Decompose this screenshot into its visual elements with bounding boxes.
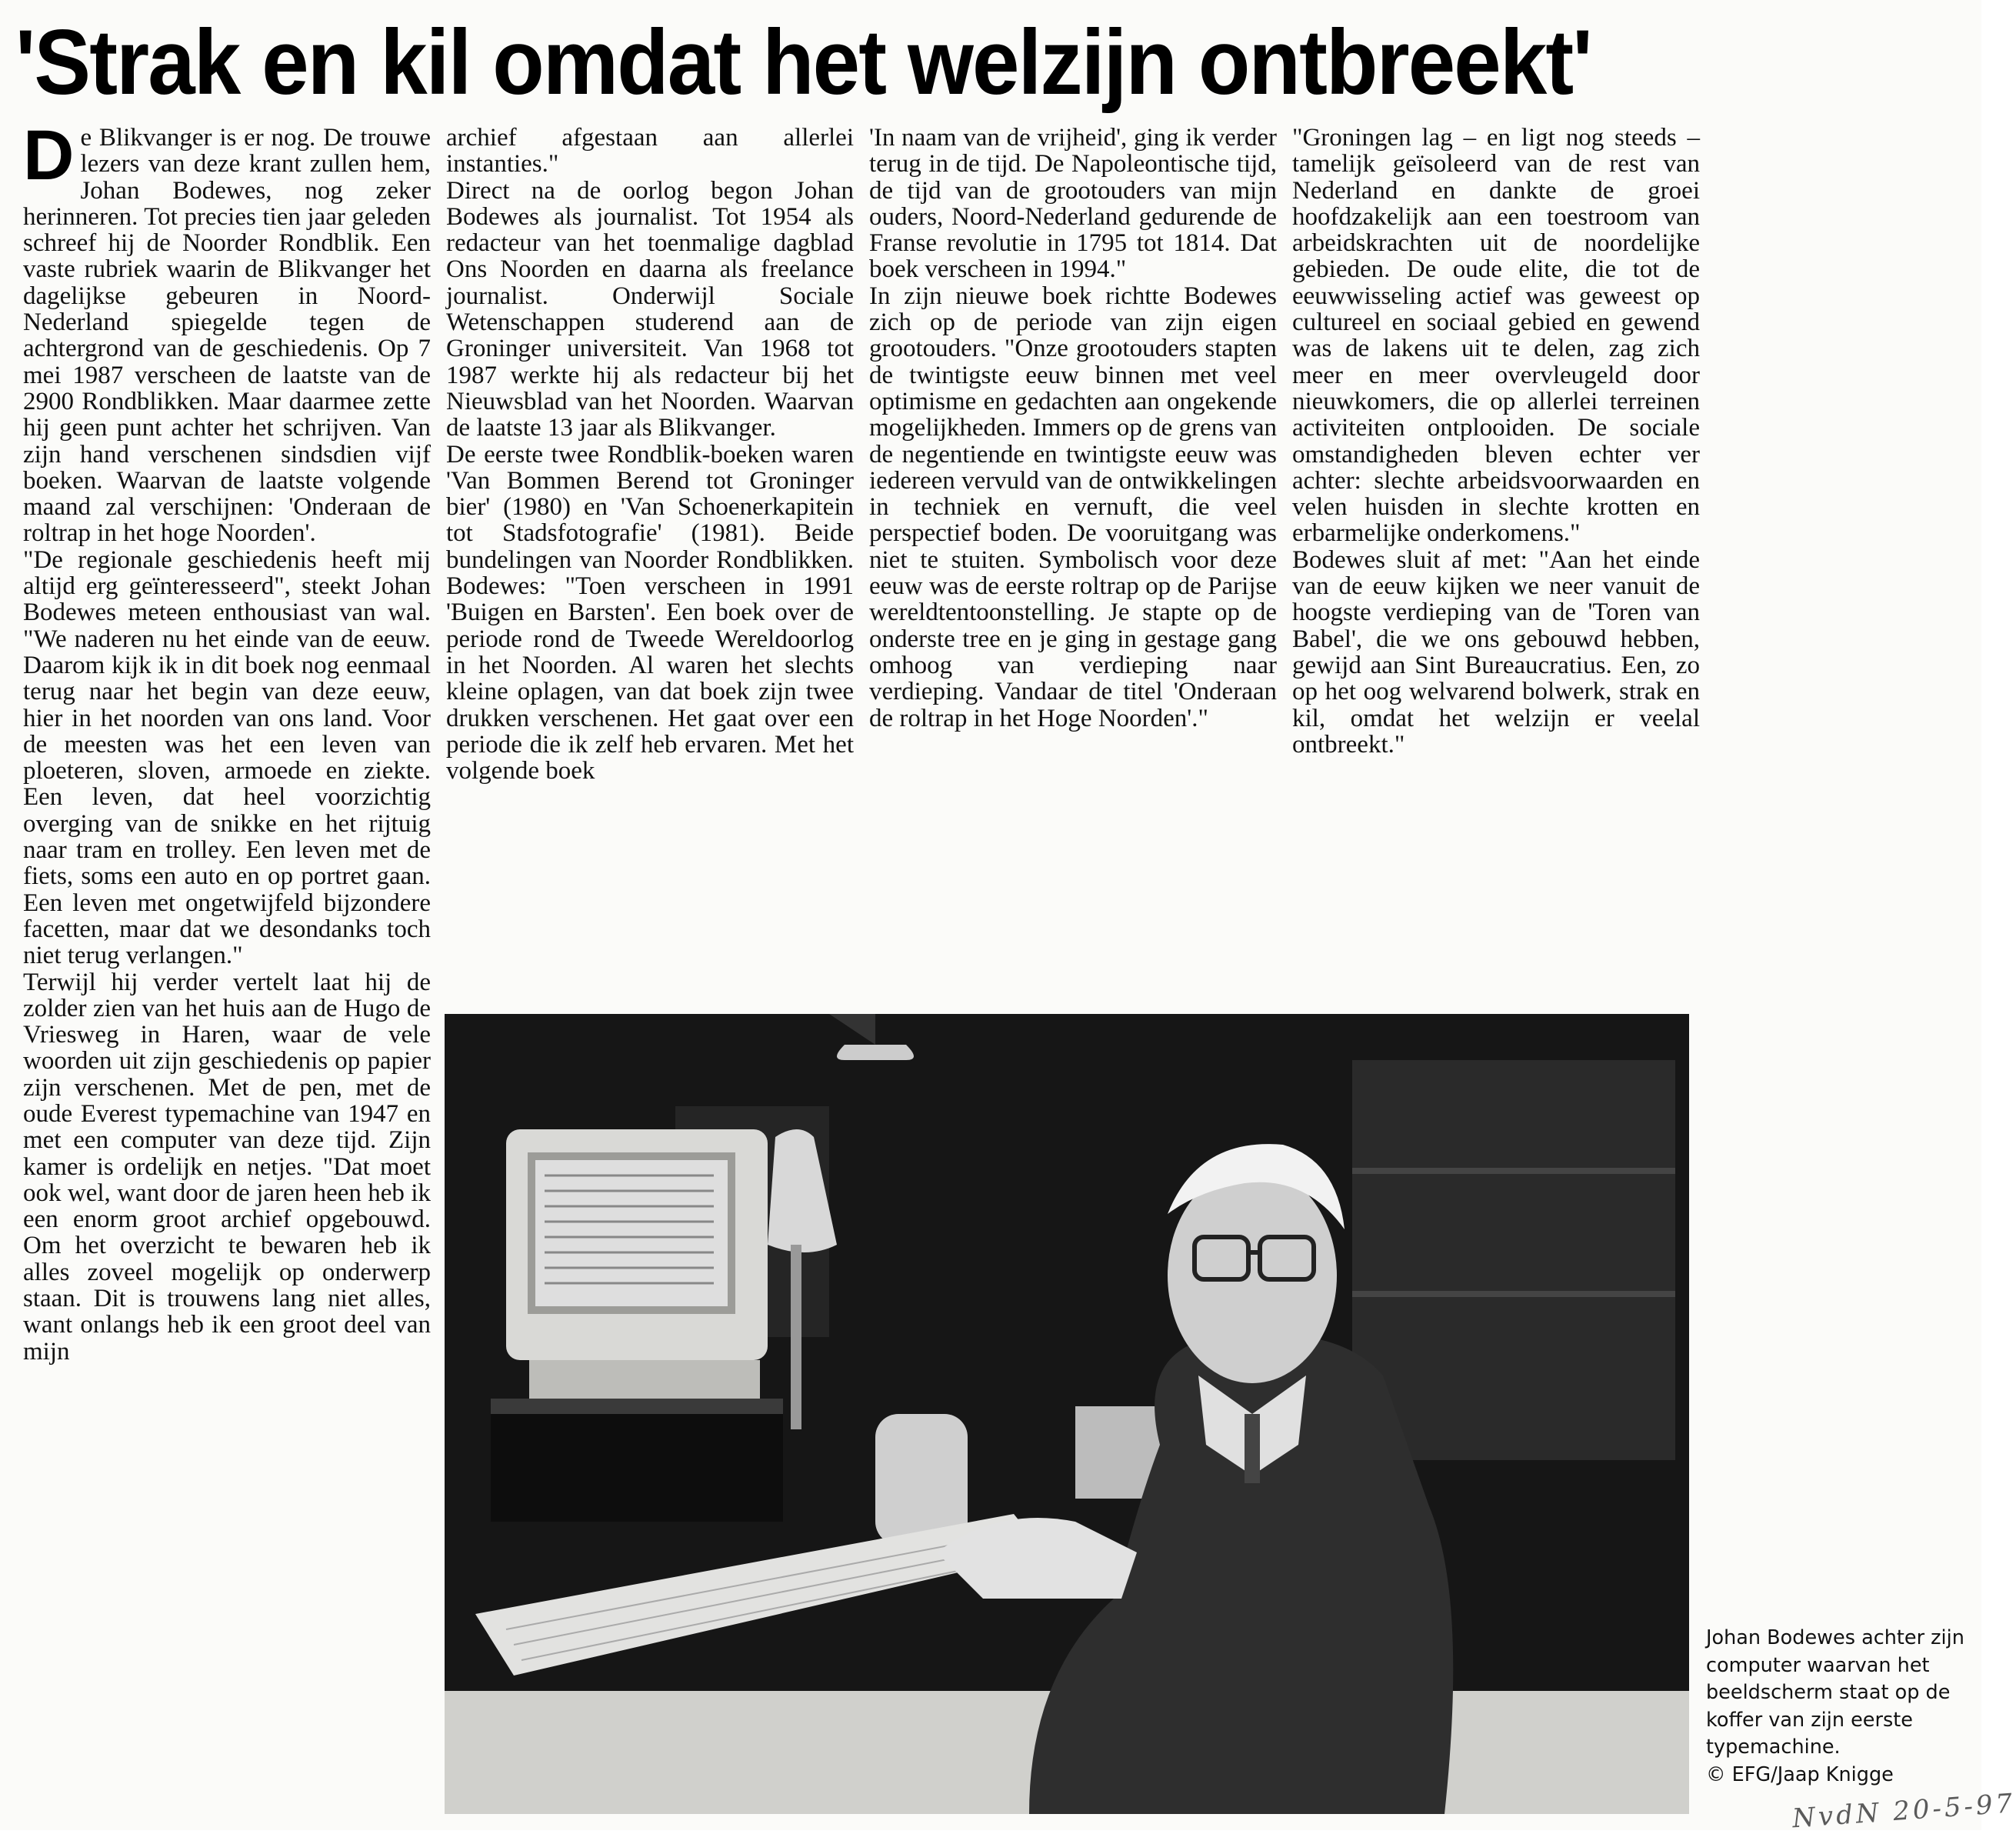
article-column-2 (446, 125, 854, 1017)
article-headline: 'Strak en kil omdat het welzijn ontbreekt' (15, 11, 1591, 114)
photo-caption (1706, 1625, 1968, 1789)
paragraph: Terwijl hij verder vertelt laat hij de zolder zien van het huis aan de Hugo de Vriesweg in Haren, waar de vele woorden uit zijn geschiedenis op papier zijn verschenen. Met de pen, met de oude Everest typemachine van 1947 en met een computer van deze tijd. Zijn kamer is ordelijk en netjes. "Dat moet ook wel, want door de jaren heen heb ik een enorm groot archief opgebouwd. Om het overzicht te bewaren heb ik alles zoveel mogelijk op onderwerp staan. Dit is trouwens lang niet alles, want onlangs heb ik een groot deel van mijn (23, 968, 431, 1365)
handwritten-date-note: NvdN 20-5-97 (1791, 1788, 2016, 1834)
caption-text: Johan Bodewes achter zijn computer waarvan het beeldscherm staat op de koffer van zijn eerste typemachine. (1706, 1626, 1964, 1759)
paragraph: "De regionale geschiedenis heeft mij altijd erg geïnteresseerd", steekt Johan Bodewes meteen enthousiast van wal. "We naderen nu het einde van de eeuw. Daarom kijk ik in dit boek nog eenmaal terug naar het begin van deze eeuw, hier in het noorden van ons land. Voor de meesten was het een leven van ploeteren, sloven, armoede en ziekte. Een leven, dat heel voorzichtig overging van de snikke en het rijtuig naar tram en trolley. Een leven met de fiets, soms een auto en op portret gaan. Een leven met ongetwijfeld bijzondere facetten, maar dat we desondanks toch niet terug verlangen." (23, 545, 431, 970)
paragraph: De Blikvanger is er nog. De trouwe lezers van deze krant zullen hem, Johan Bodewes, nog zeker herinneren. Tot precies tien jaar geleden schreef hij de Noorder Rondblik. Een vaste rubriek waarin de Blikvanger het dagelijkse gebeuren in Noord-Nederland spiegelde tegen de achtergrond van de geschiedenis. Op 7 mei 1987 verscheen de laatste van de 2900 Rondblikken. Maar daarmee zette hij geen punt achter het schrijven. Van zijn hand verschenen sindsdien vijf boeken. Waarvan de laatste volgende maand zal verschijnen: 'Onderaan de roltrap in het hoge Noorden'. (23, 116, 431, 548)
paragraph: De eerste twee Rondblik-boeken waren 'Van Bommen Berend tot Groninger bier' (1980) en 'Van Schoenerkapitein tot Stadsfotografie' (1981). Beide bundelingen van Noorder Rondblikken. Bodewes: "Toen verscheen in 1991 'Buigen en Barsten'. Een boek over de periode rond de Tweede Wereldoorlog in het Noorden. Al waren het slechts kleine oplagen, van dat boek zijn twee drukken verschenen. Het gaat over een periode die ik zelf heb ervaren. Met het volgende boek (446, 440, 854, 785)
photo-illustration (445, 1014, 1689, 1814)
paragraph: "Groningen lag – en ligt nog steeds – tamelijk geïsoleerd van de rest van Nederland en dankte de groei hoofdzakelijk aan een toestroom van arbeidskrachten uit de noordelijke gebieden. De oude elite, die tot de eeuwwisseling actief was geweest op cultureel en sociaal gebied en gewend was de lakens uit te delen, zag zich meer en meer overvleugeld door nieuwkomers, die op allerlei terreinen activiteiten ontplooiden. De sociale omstandigheden bleven echter ver achter: slechte arbeidsvoorwaarden en velen huisden in slechte krotten en erbarmelijke onderkomens." (1292, 124, 1700, 548)
paragraph: archief afgestaan aan allerlei instanties." (446, 124, 854, 178)
man-at-computer-photo (445, 1014, 1689, 1814)
paragraph: Bodewes sluit af met: "Aan het einde van de eeuw kijken we neer vanuit de hoogste verdieping van de 'Toren van Babel', die we ons gebouwd hebben, gewijd aan Sint Bureaucratius. Een, zo op het oog welvarend bolwerk, strak en kil, omdat het welzijn er veelal ontbreekt." (1292, 545, 1700, 759)
drop-cap: D (23, 116, 75, 195)
article-column-3 (869, 125, 1277, 1017)
photo-credit: © EFG/Jaap Knigge (1706, 1762, 1894, 1786)
article-column-1 (23, 116, 431, 1828)
paragraph: In zijn nieuwe boek richtte Bodewes zich op de periode van zijn eigen grootouders. "Onze grootouders stapten de twintigste eeuw binnen met veel optimisme en gedachten aan ongekende mogelijkheden. Immers op de grens van de negentiende en twintigste eeuw was iedereen vervuld van de ontwikkelingen in techniek en vernuft, die veel perspectief boden. De vooruitgang was niet te stuiten. Symbolisch voor deze eeuw was de eerste roltrap op de Parijse wereldtentoonstelling. Je stapte op de onderste tree en je ging in gestage gang omhoog van verdieping naar verdieping. Vandaar de titel 'Onderaan de roltrap in het Hoge Noorden'." (869, 282, 1277, 732)
article-column-4 (1292, 125, 1700, 1017)
paragraph: Direct na de oorlog begon Johan Bodewes als journalist. Tot 1954 als redacteur van het toenmalige dagblad Ons Noorden en daarna als freelance journalist. Onderwijl Sociale Wetenschappen studerend aan de Groninger universiteit. Van 1968 tot 1987 werkte hij als redacteur bij het Nieuwsblad van het Noorden. Waarvan de laatste 13 jaar als Blikvanger. (446, 176, 854, 442)
paragraph: 'In naam van de vrijheid', ging ik verder terug in de tijd. De Napoleontische tijd, de tijd van de grootouders van mijn ouders, Noord-Nederland gedurende de Franse revolutie in 1795 tot 1814. Dat boek verscheen in 1994." (869, 124, 1277, 284)
